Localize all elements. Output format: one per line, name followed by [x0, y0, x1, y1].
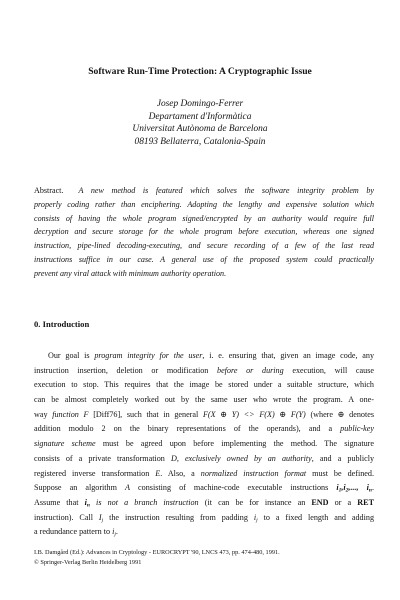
abstract-line: instruction, pipe-lined decoding-executing, and secure recording of a few of the last read [34, 241, 374, 251]
text-run: the instruction resulting from padding [103, 512, 254, 522]
text-run: Suppose an algorithm [34, 483, 126, 493]
emphasis: function F [52, 409, 89, 419]
body-line [34, 408, 374, 423]
body-line [34, 525, 374, 540]
text-run: , and a publicly [311, 453, 375, 463]
formula: F(X ⊕ Y) <> F(X) ⊕ F(Y) [202, 409, 306, 419]
text-run: or a [328, 497, 358, 507]
text-run: ,..., [348, 483, 367, 493]
body-line: can be almost completely worked out by the same user who wrote the program. A one- [34, 395, 374, 405]
body-line: execution to stop. This requires that the image be stored under a suitable structure, which [34, 380, 374, 390]
text-run: instruction insertion, deletion or modification [34, 365, 217, 375]
text-run: . Also, a [160, 468, 201, 478]
text-run: . [115, 527, 118, 537]
subscript: n [368, 487, 372, 494]
text-run: execution, will cause [283, 365, 374, 375]
text-run: way [34, 409, 53, 419]
abstract-line: properly coding rather than enciphering. Adopting the lengthy and expensive solution which [34, 199, 374, 209]
subscript: j [256, 517, 258, 524]
paper-title: Software Run-Time Protection: A Cryptographic Issue [88, 66, 312, 77]
abstract-line [34, 184, 374, 198]
body-line [34, 511, 374, 526]
text-run: , [176, 453, 185, 463]
text-run: consisting of machine-code executable instructions [129, 483, 337, 493]
abstract-text: A new method is featured which solves the software integrity problem by [78, 186, 374, 195]
body-paragraph [34, 349, 374, 540]
abstract-line: decryption and secure storage for the whole program before execution, whereas one signed [34, 227, 374, 237]
text-run: Assume that [34, 497, 85, 507]
math-symbol: i [112, 527, 115, 537]
emphasis: normalized instruction format [200, 468, 307, 478]
math-symbol: A [125, 483, 130, 493]
author-name: Josep Domingo-Ferrer [156, 99, 244, 109]
body-line [34, 467, 374, 482]
section-heading: 0. Introduction [34, 319, 90, 329]
emphasis: public-key [340, 424, 374, 434]
text-run: instruction). Call [34, 512, 99, 522]
math-symbol: i [343, 483, 346, 493]
math-symbol: I [98, 512, 102, 522]
text-run: Our goal is [48, 351, 95, 360]
body-line [34, 452, 374, 467]
emphasis: exclusively owned by an authority [184, 453, 312, 463]
keyword: END [311, 497, 329, 507]
body-line [34, 496, 374, 511]
text-run: . [371, 483, 374, 493]
abstract-line: prevent any viral attack with minimum authority operation. [34, 268, 227, 278]
text-run: (it can be for instance an [198, 497, 312, 507]
text-run: , i. e. ensuring that, given an image code, any [202, 351, 375, 360]
author-block [20, 98, 380, 148]
abstract [34, 184, 374, 281]
copyright-line: © Springer-Verlag Berlin Heidelberg 1991 [34, 558, 142, 566]
emphasis: before or during [217, 365, 284, 375]
subscript: 1 [338, 487, 342, 494]
subscript: n [86, 502, 90, 509]
text-run: a redundance pattern to [34, 527, 113, 537]
author-department: Departament d'Informàtica [148, 111, 252, 122]
text-run: must be agreed upon before implementing the method. The signature [95, 439, 374, 449]
subscript: j [114, 531, 116, 538]
text-run: consists of a private transformation [34, 453, 171, 463]
body-line [34, 349, 374, 364]
emphasis: program integrity for the user [94, 351, 203, 360]
math-symbol: i [336, 483, 339, 493]
abstract-label: Abstract. [34, 186, 64, 195]
math-symbol: i [366, 483, 369, 493]
body-line [34, 364, 374, 379]
abstract-line: instructions suffice in our case. A general use of the proposed system could practically [34, 254, 374, 264]
body-line [34, 422, 374, 437]
math-symbol: i [253, 512, 257, 522]
emphasis: signature scheme [34, 439, 96, 449]
body-line [34, 481, 374, 496]
math-symbol: i [84, 497, 87, 507]
author-university: Universitat Autònoma de Barcelona [132, 124, 268, 135]
body-line [34, 437, 374, 452]
math-symbol: D [170, 453, 177, 463]
citation-line: I.B. Damgård (Ed.): Advances in Cryptology - EUROCRYPT '90, LNCS 473, pp. 474-480, 1991. [34, 549, 280, 556]
author-address: 08193 Bellaterra, Catalonia-Spain [134, 136, 266, 147]
text-run: (where ⊕ denotes [305, 409, 375, 419]
math-symbol: E [155, 468, 161, 478]
subscript: j [101, 517, 104, 524]
text-run: addition modulo 2 on the binary representations of the operands), and a [34, 424, 341, 434]
text-run: [Diff76], such that in general [88, 409, 203, 419]
keyword: RET [357, 497, 374, 507]
text-run: , [341, 483, 344, 493]
abstract-line: consists of having the whole program signed/encrypted by an authority would require full [34, 213, 374, 223]
text-run: registered inverse transformation [34, 468, 156, 478]
text-run: to a fixed length and adding [257, 512, 375, 522]
instruction-list [336, 483, 372, 492]
text-run: must be defined. [306, 468, 374, 478]
emphasis: is not a branch instruction [89, 497, 199, 507]
subscript: 2 [345, 487, 349, 494]
footer [34, 548, 280, 567]
